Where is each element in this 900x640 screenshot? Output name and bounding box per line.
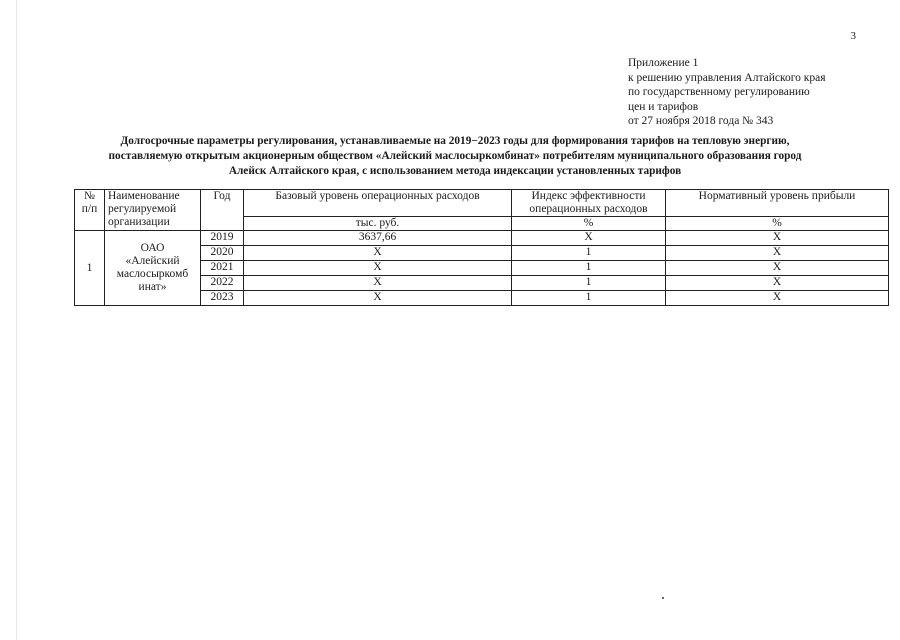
- year-cell: 2023: [201, 291, 244, 306]
- profit-cell: Х: [666, 246, 889, 261]
- index-cell: 1: [512, 246, 666, 261]
- year-cell: 2022: [201, 276, 244, 291]
- unit-base: тыс. руб.: [244, 217, 512, 231]
- document-title: [70, 134, 840, 179]
- table-header-row: [75, 190, 889, 217]
- base-cell: Х: [244, 291, 512, 306]
- base-cell: Х: [244, 261, 512, 276]
- unit-profit: %: [666, 217, 889, 231]
- profit-cell: Х: [666, 231, 889, 246]
- scan-speck: [662, 597, 664, 599]
- header-efficiency-index: Индекс эффективности операционных расходов: [512, 190, 666, 217]
- header-base-level: Базовый уровень операционных расходов: [244, 190, 512, 217]
- base-cell: Х: [244, 246, 512, 261]
- year-cell: 2019: [201, 231, 244, 246]
- unit-index: %: [512, 217, 666, 231]
- index-cell: 1: [512, 291, 666, 306]
- base-cell: 3637,66: [244, 231, 512, 246]
- title-line: Долгосрочные параметры регулирования, устанавливаемые на 2019−2023 годы для формирования тарифов на тепловую энергию,: [120, 135, 790, 147]
- appendix-line: Приложение 1: [628, 57, 699, 69]
- year-cell: 2020: [201, 246, 244, 261]
- appendix-line: от 27 ноября 2018 года № 343: [628, 115, 774, 127]
- appendix-line: по государственному регулированию: [628, 86, 810, 98]
- header-year: Год: [201, 190, 244, 231]
- appendix-line: цен и тарифов: [628, 100, 699, 113]
- year-cell: 2021: [201, 261, 244, 276]
- index-cell: Х: [512, 231, 666, 246]
- appendix-line: к решению управления Алтайского края: [628, 71, 826, 84]
- index-cell: 1: [512, 276, 666, 291]
- page-number: 3: [850, 30, 856, 42]
- row-number: 1: [75, 231, 105, 306]
- header-profit-level: Нормативный уровень прибыли: [666, 190, 889, 217]
- organization-line: инат»: [138, 281, 167, 293]
- title-line: поставляемую открытым акционерным обществом «Алейский маслосыркомбинат» потребителям муниципального образования город: [108, 150, 802, 162]
- profit-cell: Х: [666, 261, 889, 276]
- header-number: № п/п: [75, 190, 105, 231]
- organization-line: маслосыркомб: [116, 268, 189, 280]
- table-row: [75, 231, 889, 246]
- profit-cell: Х: [666, 276, 889, 291]
- organization-line: ОАО: [140, 242, 165, 254]
- header-organization: Наименование регулируемой организации: [105, 190, 201, 231]
- page-margin-line: [16, 0, 17, 640]
- organization-name: [105, 231, 201, 306]
- base-cell: Х: [244, 276, 512, 291]
- parameters-table: [74, 189, 889, 306]
- appendix-header: [628, 56, 826, 129]
- index-cell: 1: [512, 261, 666, 276]
- profit-cell: Х: [666, 291, 889, 306]
- title-line: Алейск Алтайского края, с использованием метода индексации установленных тарифов: [228, 165, 682, 177]
- organization-line: «Алейский: [125, 255, 180, 267]
